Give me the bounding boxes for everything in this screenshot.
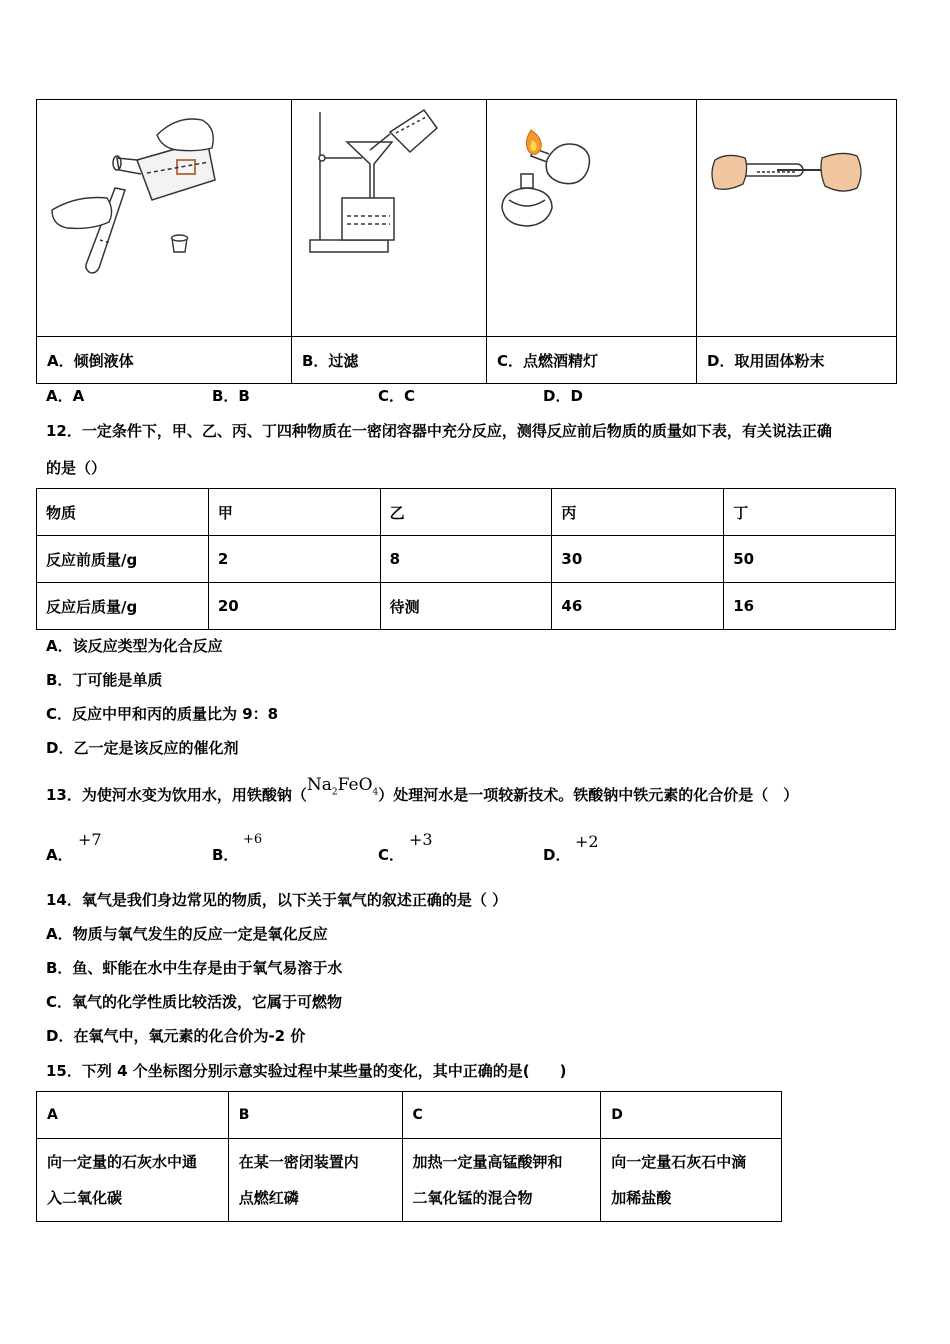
q12-header-cell: 物质 — [37, 489, 209, 536]
q11-option-d[interactable]: D．D — [543, 387, 583, 405]
powder-spatula-icon — [697, 100, 896, 332]
q15-header-d[interactable]: D — [601, 1092, 782, 1139]
q13-stem-before: 13．为使河水变为饮用水，用铁酸钠（ — [46, 786, 307, 804]
q12-cell: 反应后质量/g — [37, 583, 209, 630]
q12-cell: 46 — [552, 583, 724, 630]
q12-cell: 反应前质量/g — [37, 536, 209, 583]
q12-header-cell: 甲 — [208, 489, 380, 536]
q15-cell-a-line1: 向一定量的石灰水中通 — [47, 1153, 198, 1171]
q14-option-d[interactable]: D．在氧气中，氧元素的化合价为-2 价 — [46, 1027, 306, 1045]
q15-header-a[interactable]: A — [37, 1092, 229, 1139]
q12-header-cell: 乙 — [380, 489, 552, 536]
q15-cell-b-line1: 在某一密闭装置内 — [238, 1153, 359, 1171]
q12-data-table — [36, 488, 896, 630]
q15-cell-c-line2: 二氧化锰的混合物 — [412, 1189, 533, 1207]
q12-cell: 16 — [724, 583, 896, 630]
q13-option-c-value: +3 — [409, 830, 433, 849]
q15-stem: 15．下列 4 个坐标图分别示意实验过程中某些量的变化，其中正确的是( ) — [46, 1062, 567, 1080]
q15-header-b[interactable]: B — [228, 1092, 402, 1139]
caption-c: C．点燃酒精灯 — [487, 337, 697, 384]
q14-option-c[interactable]: C．氧气的化学性质比较活泼，它属于可燃物 — [46, 993, 343, 1011]
q13-option-b[interactable]: B． — [212, 846, 239, 864]
q12-header-cell: 丙 — [552, 489, 724, 536]
q13-stem — [46, 775, 799, 807]
pour-liquid-illustration — [37, 100, 292, 337]
q12-option-c[interactable]: C．反应中甲和丙的质量比为 9：8 — [46, 705, 279, 723]
q12-stem-line2: 的是（） — [46, 459, 107, 477]
q15-cell-d — [601, 1139, 782, 1222]
q13-stem-after: ）处理河水是一项较新技术。铁酸钠中铁元素的化合价是（ ） — [378, 786, 799, 804]
lighting-alcohol-lamp-illustration — [487, 100, 697, 337]
pour-liquid-icon — [37, 100, 291, 332]
q12-option-d[interactable]: D．乙一定是该反应的催化剂 — [46, 739, 239, 757]
table-row — [37, 583, 896, 630]
q12-cell: 20 — [208, 583, 380, 630]
q12-cell: 8 — [380, 536, 552, 583]
q12-stem-line1: 12．一定条件下，甲、乙、丙、丁四种物质在一密闭容器中充分反应，测得反应前后物质的质量如下表，有关说法正确 — [46, 422, 832, 440]
filtration-illustration — [292, 100, 487, 337]
q15-cell-d-line1: 向一定量石灰石中滴 — [611, 1153, 747, 1171]
q11-image-table — [36, 99, 897, 384]
q14-option-a[interactable]: A．物质与氧气发生的反应一定是氧化反应 — [46, 925, 328, 943]
q12-option-a[interactable]: A．该反应类型为化合反应 — [46, 637, 223, 655]
q15-table — [36, 1091, 782, 1222]
caption-a: A．倾倒液体 — [37, 337, 292, 384]
q15-cell-c-line1: 加热一定量高锰酸钾和 — [412, 1153, 563, 1171]
q13-option-a[interactable]: A． — [46, 846, 73, 864]
q11-option-c[interactable]: C．C — [378, 387, 416, 405]
q12-cell: 2 — [208, 536, 380, 583]
q15-header-c[interactable]: C — [402, 1092, 601, 1139]
q14-option-b[interactable]: B．鱼、虾能在水中生存是由于氧气易溶于水 — [46, 959, 343, 977]
q11-option-b[interactable]: B．B — [212, 387, 250, 405]
q12-header-cell: 丁 — [724, 489, 896, 536]
q12-option-b[interactable]: B．丁可能是单质 — [46, 671, 163, 689]
q15-cell-b-line2: 点燃红磷 — [238, 1189, 299, 1207]
alcohol-lamp-icon — [487, 100, 696, 332]
formula-feo: FeO — [337, 775, 373, 795]
q15-cell-a-line2: 入二氧化碳 — [47, 1189, 123, 1207]
formula-na: Na — [306, 775, 332, 795]
q15-cell-c — [402, 1139, 601, 1222]
q13-option-d[interactable]: D． — [543, 846, 571, 864]
filtration-icon — [292, 100, 486, 332]
q13-option-d-value: +2 — [575, 832, 599, 851]
q15-cell-a — [37, 1139, 229, 1222]
sodium-ferrate-formula — [306, 775, 379, 798]
caption-b: B．过滤 — [292, 337, 487, 384]
q13-option-b-value: +6 — [243, 832, 263, 847]
q14-stem: 14．氧气是我们身边常见的物质，以下关于氧气的叙述正确的是（ ） — [46, 891, 508, 909]
q15-cell-d-line2: 加稀盐酸 — [611, 1189, 672, 1207]
q12-cell: 待测 — [380, 583, 552, 630]
take-powder-illustration — [697, 100, 897, 337]
q12-cell: 30 — [552, 536, 724, 583]
q13-option-c[interactable]: C． — [378, 846, 405, 864]
formula-sub-2: 2 — [331, 787, 338, 798]
q12-cell: 50 — [724, 536, 896, 583]
formula-sub-4: 4 — [372, 787, 379, 798]
q13-option-a-value: +7 — [78, 830, 102, 849]
q11-option-a[interactable]: A．A — [46, 387, 85, 405]
q15-cell-b — [228, 1139, 402, 1222]
caption-d: D．取用固体粉末 — [697, 337, 897, 384]
table-row — [37, 536, 896, 583]
